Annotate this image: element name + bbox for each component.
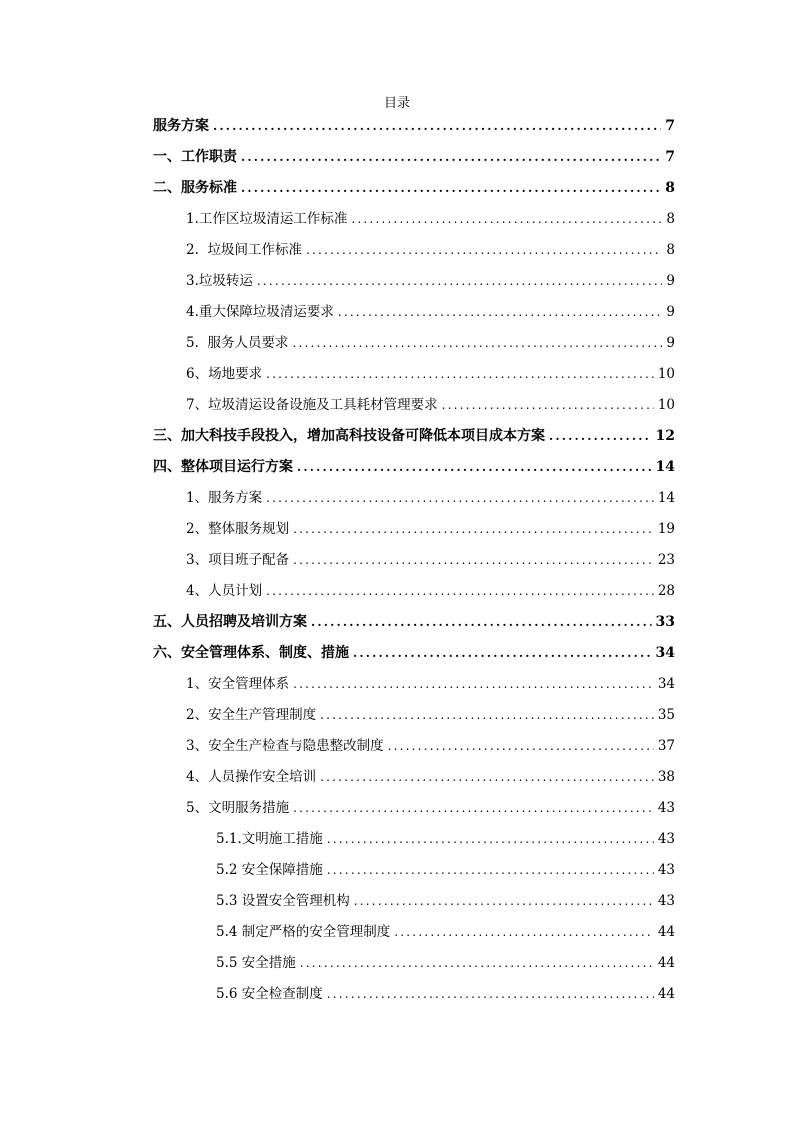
toc-leader-dots: [300, 952, 654, 974]
toc-leader-dots: [320, 766, 654, 788]
toc-leader-dots: [266, 580, 654, 602]
toc-entry[interactable]: [153, 921, 675, 952]
toc-page-number: 19: [657, 521, 675, 537]
toc-entry-label: 5.2 安全保障措施: [216, 862, 323, 878]
table-of-contents: [153, 115, 675, 1014]
toc-entry-label: 5.4 制定严格的安全管理制度: [216, 924, 391, 940]
toc-page-number: 43: [657, 831, 675, 847]
toc-leader-dots: [293, 797, 654, 819]
toc-page-number: 34: [657, 676, 675, 692]
toc-entry-label: 1、服务方案: [186, 490, 263, 506]
toc-entry-label: 5.6 安全检查制度: [216, 986, 323, 1002]
toc-page-number: 7: [665, 118, 675, 134]
toc-leader-dots: [549, 425, 652, 447]
toc-page-number: 33: [655, 614, 675, 630]
toc-leader-dots: [442, 394, 654, 416]
toc-entry-label: 服务方案: [153, 118, 209, 134]
toc-entry[interactable]: [153, 983, 675, 1014]
toc-page-number: 10: [657, 397, 675, 413]
toc-entry[interactable]: [153, 797, 675, 828]
toc-leader-dots: [257, 270, 663, 292]
toc-leader-dots: [293, 518, 654, 540]
toc-page-number: 9: [666, 273, 675, 289]
toc-entry[interactable]: [153, 270, 675, 301]
toc-page-number: 44: [657, 924, 675, 940]
toc-page-number: 43: [657, 893, 675, 909]
toc-entry-label: 4、人员操作安全培训: [186, 769, 317, 785]
toc-page-number: 44: [657, 986, 675, 1002]
toc-leader-dots: [320, 704, 654, 726]
toc-page-number: 35: [657, 707, 675, 723]
toc-entry-label: 2、安全生产管理制度: [186, 707, 317, 723]
toc-entry[interactable]: [153, 673, 675, 704]
toc-entry-label: 3、安全生产检查与隐患整改制度: [186, 738, 384, 754]
toc-entry[interactable]: [153, 890, 675, 921]
toc-leader-dots: [266, 487, 654, 509]
toc-entry[interactable]: [153, 487, 675, 518]
toc-entry-label: 7、垃圾清运设备设施及工具耗材管理要求: [186, 397, 438, 413]
toc-entry-label: 3.垃圾转运: [186, 273, 253, 289]
toc-leader-dots: [241, 177, 661, 199]
toc-leader-dots: [293, 673, 654, 695]
toc-leader-dots: [293, 549, 654, 571]
toc-leader-dots: [394, 921, 654, 943]
toc-entry-label: 4.重大保障垃圾清运要求: [186, 304, 334, 320]
toc-entry-label: 6、场地要求: [186, 366, 263, 382]
toc-leader-dots: [213, 115, 661, 137]
toc-page-number: 28: [657, 583, 675, 599]
toc-page-number: 8: [666, 211, 675, 227]
toc-entry[interactable]: [153, 177, 675, 208]
toc-entry-label: 六、安全管理体系、制度、措施: [153, 645, 349, 661]
toc-entry-label: 5、文明服务措施: [186, 800, 290, 816]
toc-page-number: 8: [665, 180, 675, 196]
toc-entry-label: 五、人员招聘及培训方案: [153, 614, 307, 630]
toc-page-number: 43: [657, 800, 675, 816]
toc-leader-dots: [311, 611, 652, 633]
toc-page-number: 37: [657, 738, 675, 754]
toc-entry-label: 一、工作职责: [153, 149, 237, 165]
toc-entry[interactable]: [153, 611, 675, 642]
toc-leader-dots: [327, 828, 654, 850]
toc-entry[interactable]: [153, 425, 675, 456]
toc-leader-dots: [388, 735, 654, 757]
toc-leader-dots: [327, 983, 654, 1005]
toc-leader-dots: [241, 146, 661, 168]
toc-entry[interactable]: [153, 394, 675, 425]
toc-leader-dots: [354, 890, 654, 912]
toc-entry[interactable]: [153, 301, 675, 332]
toc-leader-dots: [338, 301, 663, 323]
toc-entry-label: 1、安全管理体系: [186, 676, 290, 692]
toc-entry-label: 5. 服务人员要求: [186, 335, 289, 351]
toc-page-number: 9: [666, 335, 675, 351]
toc-leader-dots: [306, 239, 662, 261]
toc-page-number: 23: [657, 552, 675, 568]
toc-entry[interactable]: [153, 859, 675, 890]
toc-page-number: 14: [655, 459, 675, 475]
toc-entry-label: 2. 垃圾间工作标准: [186, 242, 302, 258]
toc-page-number: 9: [666, 304, 675, 320]
toc-page-number: 38: [657, 769, 675, 785]
toc-entry[interactable]: [153, 549, 675, 580]
toc-leader-dots: [327, 859, 654, 881]
toc-page-number: 12: [655, 428, 675, 444]
toc-entry[interactable]: [153, 735, 675, 766]
toc-page-number: 44: [657, 955, 675, 971]
toc-entry[interactable]: [153, 239, 675, 270]
toc-leader-dots: [353, 642, 652, 664]
toc-entry[interactable]: [153, 115, 675, 146]
toc-entry-label: 3、项目班子配备: [186, 552, 290, 568]
toc-entry-label: 5.5 安全措施: [216, 955, 296, 971]
toc-entry[interactable]: [153, 828, 675, 859]
toc-entry[interactable]: [153, 580, 675, 611]
toc-title: 目录: [383, 96, 410, 111]
toc-entry-label: 5.1.文明施工措施: [216, 831, 323, 847]
toc-entry[interactable]: [153, 456, 675, 487]
toc-entry[interactable]: [153, 518, 675, 549]
toc-entry[interactable]: [153, 642, 675, 673]
toc-entry[interactable]: [153, 952, 675, 983]
toc-page-number: 43: [657, 862, 675, 878]
toc-entry[interactable]: [153, 363, 675, 394]
toc-page-number: 14: [657, 490, 675, 506]
toc-entry-label: 1.工作区垃圾清运工作标准: [186, 211, 348, 227]
toc-entry-label: 4、人员计划: [186, 583, 263, 599]
toc-entry-label: 2、整体服务规划: [186, 521, 290, 537]
toc-page-number: 10: [657, 366, 675, 382]
toc-entry[interactable]: [153, 208, 675, 239]
toc-entry[interactable]: [153, 332, 675, 363]
toc-entry-label: 二、服务标准: [153, 180, 237, 196]
toc-entry-label: 四、整体项目运行方案: [153, 459, 293, 475]
toc-entry[interactable]: [153, 766, 675, 797]
toc-entry[interactable]: [153, 146, 675, 177]
toc-page-number: 7: [665, 149, 675, 165]
toc-leader-dots: [266, 363, 654, 385]
toc-leader-dots: [351, 208, 662, 230]
toc-leader-dots: [292, 332, 662, 354]
toc-entry-label: 三、加大科技手段投入，增加高科技设备可降低本项目成本方案: [153, 428, 545, 444]
toc-leader-dots: [297, 456, 652, 478]
toc-entry-label: 5.3 设置安全管理机构: [216, 893, 350, 909]
toc-entry[interactable]: [153, 704, 675, 735]
toc-page-number: 34: [655, 645, 675, 661]
toc-page-number: 8: [666, 242, 675, 258]
